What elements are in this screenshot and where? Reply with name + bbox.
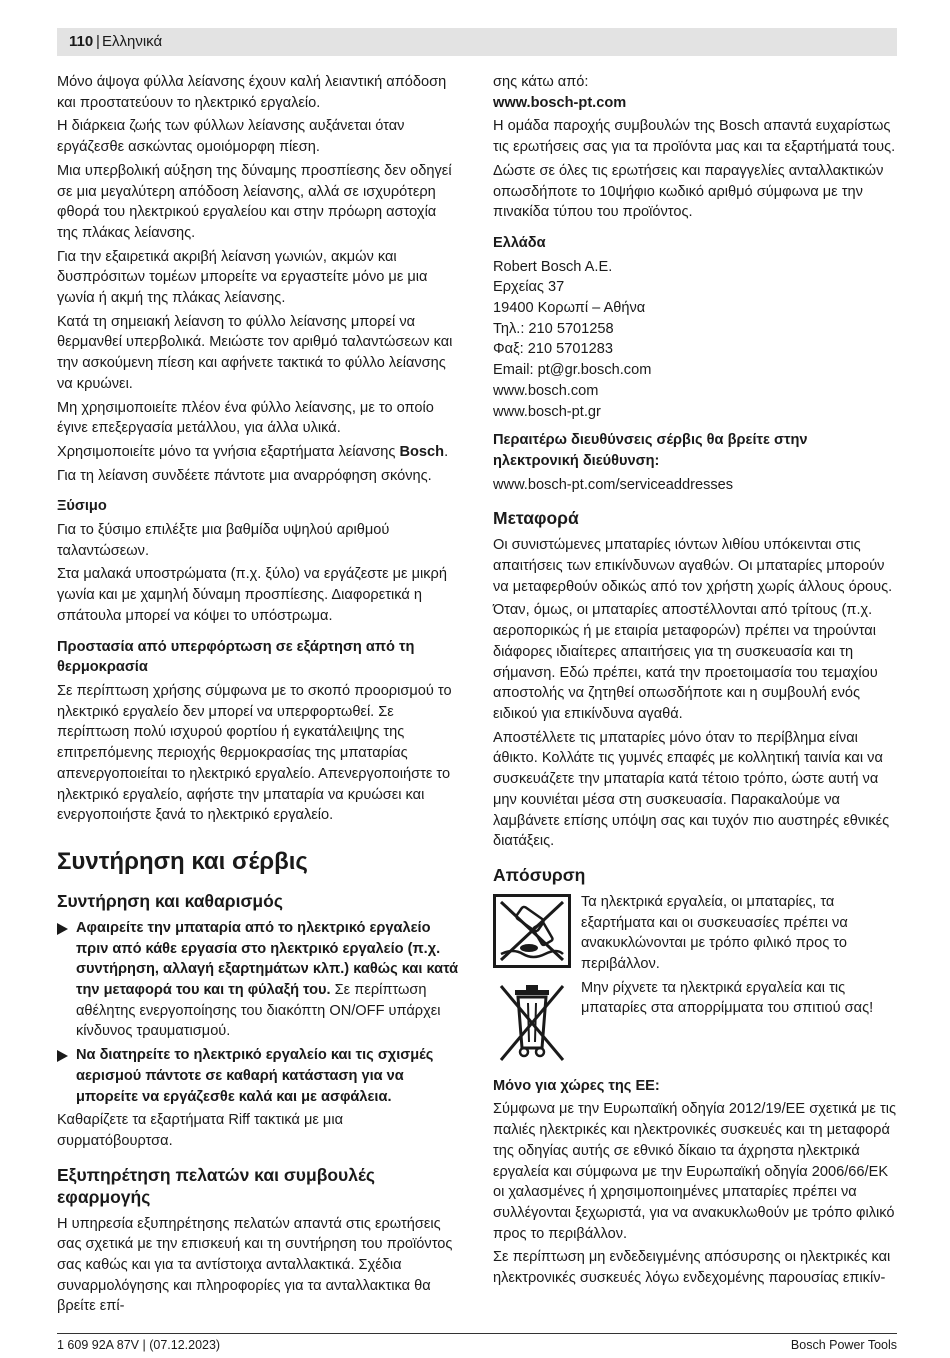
disposal-text: Τα ηλεκτρικά εργαλεία, οι μπαταρίες, τα εξαρτήματα και οι συσκευασίες πρέπει να ανακυκλώνονται με τρόπο φιλικό προς το περιβάλλον.: [581, 893, 848, 973]
country-heading: Ελλάδα: [493, 234, 546, 251]
section-heading-disposal: Απόσυρση: [493, 864, 586, 885]
paragraph: Για τη λείανση συνδέετε πάντοτε μια αναρρόφηση σκόνης.: [57, 467, 432, 484]
address-line: Ερχείας 37: [493, 279, 565, 296]
section-heading-overload: Προστασία από υπερφόρτωση σε εξάρτηση από τη θερμοκρασία: [57, 638, 415, 676]
paragraph: Σε περίπτωση χρήσης σύμφωνα με το σκοπό προορισμού το ηλεκτρικό εργαλείο δεν μπορεί να υπερφορτωθεί. Σε περίπτωση πολύ ισχυρού φορτίου ή εγκατάλειψης της επιτρεπόμενης περιοχής θερμοκρασίας της μπαταρίας απενεργοποιείται το ηλεκτρικό εργαλείο. Απενεργοποιήστε το ηλεκτρικό εργαλείο, αφήστε την μπαταρία να κρυώσει και ενεργοποιήστε ξανά το ηλεκτρικό εργαλείο.: [57, 682, 452, 824]
service-addresses-url[interactable]: www.bosch-pt.com/serviceaddresses: [493, 476, 734, 493]
paragraph: Αποστέλλετε τις μπαταρίες μόνο όταν το περίβλημα είναι άθικτο. Κολλάτε τις γυμνές επαφές με κολλητική ταινία και να συσκευάζετε την μπαταρία κατά τέτοιο τρόπο, ώστε αυτή να μην κουνιέται μέσα στη συσκευασία. Παρακαλούμε να λαμβάνετε επίσης υπόψη σας και τυχόν πιο αυστηρές εθνικές διατάξεις.: [493, 729, 890, 850]
service-address: [493, 257, 897, 423]
bullet-bold-text: Να διατηρείτε το ηλεκτρικό εργαλείο και τις σχισμές αερισμού πάντοτε σε καθαρή κατάσταση για να μπορείτε να εργάζεσθε καλά και με ασφάλεια.: [76, 1047, 434, 1105]
website-line[interactable]: www.bosch.com: [493, 382, 599, 399]
recycling-tools-icon: [493, 894, 571, 975]
address-line: Robert Bosch A.E.: [493, 258, 613, 275]
main-heading: Συντήρηση και σέρβις: [57, 847, 308, 875]
paragraph: Η υπηρεσία εξυπηρέτησης πελατών απαντά στις ερωτήσεις σας σχετικά με την επισκευή και τη συντήρηση του προϊόντος σας καθώς και για τα αντίστοιχα ανταλλακτικά. Σχέδια συναρμολόγησης και πληροφορίες για τα ανταλλακτικα θα βρείτε επί-: [57, 1215, 453, 1315]
section-heading-scraping: Ξύσιμο: [57, 498, 107, 515]
triangle-bullet-icon: [57, 923, 68, 935]
email-line[interactable]: Email: pt@gr.bosch.com: [493, 362, 652, 379]
recycling-note: [493, 892, 897, 975]
household-waste-note: [493, 978, 897, 1066]
address-line: 19400 Κορωπί – Αθήνα: [493, 300, 646, 317]
paragraph: Σύμφωνα με την Ευρωπαϊκή οδηγία 2012/19/ΕΕ σχετικά με τις παλιές ηλεκτρικές και ηλεκτρονικές συσκευές και τη μεταφορά της οδηγίας αυτής σε εθνικό δίκαιο τα άχρηστα ηλεκτρικά εργαλεία και σύμφωνα με την Ευρωπαϊκή οδηγία 2006/66/ΕΚ οι χαλασμένες ή χρησιμοποιημένες μπαταρίες πρέπει να συλλέγονται ξεχωριστά, για να ανακυκλωθούν με τρόπο φιλικό προς το περιβάλλον.: [493, 1101, 896, 1242]
crossed-out-bin-icon: [493, 980, 571, 1071]
paragraph: Στα μαλακά υποστρώματα (π.χ. ξύλο) να εργάζεστε με μικρή γωνία και με χαμηλή δύναμη προσπίεσης. Διαφορετικά η σπάτουλα μπορεί να κόψει το υπόστρωμα.: [57, 566, 447, 624]
bullet-bold-text: Αφαιρείτε την μπαταρία από το ηλεκτρικό εργαλείο πριν από κάθε εργασία στο ηλεκτρικό εργαλείο (π.χ. συντήρηση, αλλαγή εξαρτημάτων κλπ.) καθώς και κατά την μεταφορά του και τη φύλαξή του.: [76, 919, 459, 999]
left-column: [57, 72, 461, 1320]
right-column: [493, 72, 897, 1292]
fax-line: Φαξ: 210 5701283: [493, 341, 613, 358]
section-heading-maintenance: Συντήρηση και καθαρισμός: [57, 890, 283, 911]
paragraph: Κατά τη σημειακή λείανση το φύλλο λείανσης μπορεί να θερμανθεί υπερβολικά. Μειώστε τον αριθμό ταλαντώσεων και την ασκούμενη πίεση και αφήνετε τακτικά το φύλλο λείανσης να κρυώνει.: [57, 313, 453, 392]
paragraph: Σε περίπτωση μη ενδεδειγμένης απόσυρσης οι ηλεκτρικές και ηλεκτρονικές συσκευές λόγω ενδεχομένης παρουσίας επικίν-: [493, 1249, 891, 1287]
paragraph: Οι συνιστώμενες μπαταρίες ιόντων λιθίου υπόκεινται στις απαιτήσεις των επικίνδυνων αγαθών. Οι μπαταρίες μπορούν να μεταφερθούν οδικώς από τον χρήστη χωρίς άλλους όρους.: [493, 537, 893, 595]
section-heading-transport: Μεταφορά: [493, 508, 579, 529]
paragraph-end: .: [444, 443, 449, 460]
section-heading-service: Εξυπηρέτηση πελατών και συμβουλές εφαρμογής: [57, 1164, 375, 1207]
website-line[interactable]: www.bosch-pt.gr: [493, 403, 601, 420]
phone-line: Τηλ.: 210 5701258: [493, 320, 614, 337]
warning-bullet: [57, 1045, 461, 1107]
disposal-text: Μην ρίχνετε τα ηλεκτρικά εργαλεία και τις μπαταρίες στα απορρίμματα του σπιτιού σας!: [581, 979, 874, 1017]
triangle-bullet-icon: [57, 1050, 68, 1062]
paragraph: Μη χρησιμοποιείτε πλέον ένα φύλλο λείανσης, με το οποίο έγινε επεξεργασία μετάλλου, για άλλα υλικά.: [57, 399, 434, 437]
paragraph: Η ομάδα παροχής συμβουλών της Bosch απαντά ευχαρίστως τις ερωτήσεις σας για τα προϊόντα μας και τα εξαρτήματά τους.: [493, 118, 896, 156]
paragraph: Για την εξαιρετικά ακριβή λείανση γωνιών, ακμών και δυσπρόσιτων τομέων μπορείτε να εργαστείτε μόνο με μια γωνία ή ακμή της πλάκας λείανσης.: [57, 248, 428, 307]
footer-brand: Bosch Power Tools: [790, 1338, 897, 1352]
paragraph: Για το ξύσιμο επιλέξτε μια βαθμίδα υψηλού αριθμού ταλαντώσεων.: [57, 522, 390, 559]
bullet-text: Σε περίπτωση αθέλητης ενεργοποίησης του διακόπτη ON/OFF υπάρχει κίνδυνος τραυματισμού.: [76, 982, 441, 1040]
eu-heading: Μόνο για χώρες της ΕΕ:: [493, 1077, 660, 1094]
document-id: 1 609 92A 87V | (07.12.2023): [57, 1338, 221, 1352]
paragraph: Η διάρκεια ζωής των φύλλων λείανσης αυξάνεται όταν εργάζεσθε ασκώντας ομοιόμορφη πίεση.: [57, 118, 405, 156]
header-separator: |: [96, 33, 100, 50]
paragraph: Όταν, όμως, οι μπαταρίες αποστέλλονται από τρίτους (π.χ. αεροπορικώς ή με εταιρία μεταφορών) πρέπει να τηρούνται διάφορες ιδιαίτερες απαιτήσεις για τη συσκευασία και τη σήμανση. Εδώ πρέπει, κατά την προετοιμασία του τεμαχίου αποστολής να ζητηθεί οπωσδήποτε και η συμβουλή ενός ειδικού για επικίνδυνα αγαθά.: [493, 602, 878, 722]
paragraph: σης κάτω από:: [493, 74, 589, 90]
more-addresses-heading: Περαιτέρω διευθύνσεις σέρβις θα βρείτε στην ηλεκτρονική διεύθυνση:: [493, 432, 808, 469]
paragraph: Μόνο άψογα φύλλα λείανσης έχουν καλή λειαντική απόδοση και προστατεύουν το ηλεκτρικό εργαλείο.: [57, 74, 447, 111]
page-header: [57, 28, 897, 56]
warning-bullet: [57, 918, 461, 1042]
paragraph: [57, 442, 461, 463]
language-label: Ελληνικά: [102, 33, 163, 50]
paragraph: Καθαρίζετε τα εξαρτήματα Riff τακτικά με μια συρματόβουρτσα.: [57, 1112, 344, 1149]
website-url[interactable]: www.bosch-pt.com: [493, 94, 627, 111]
paragraph: Μια υπερβολική αύξηση της δύναμης προσπίεσης δεν οδηγεί σε μια μεγαλύτερη απόδοση λείανσης, αλλά σε ισχυρότερη φθορά του ηλεκτρικού εργαλείου και στην πρόωρη αστοχία της πλάκας λείανσης.: [57, 162, 452, 241]
paragraph-text: Χρησιμοποιείτε μόνο τα γνήσια εξαρτήματα λείανσης: [57, 443, 400, 460]
paragraph: Δώστε σε όλες τις ερωτήσεις και παραγγελίες ανταλλακτικών οπωσδήποτε το 10ψήφιο κωδικό αριθμό σύμφωνα με την πινακίδα τύπου του προϊόντος.: [493, 162, 884, 221]
brand-name: Bosch: [399, 443, 445, 460]
footer-divider: [57, 1333, 897, 1334]
page-number: 110: [69, 33, 94, 50]
